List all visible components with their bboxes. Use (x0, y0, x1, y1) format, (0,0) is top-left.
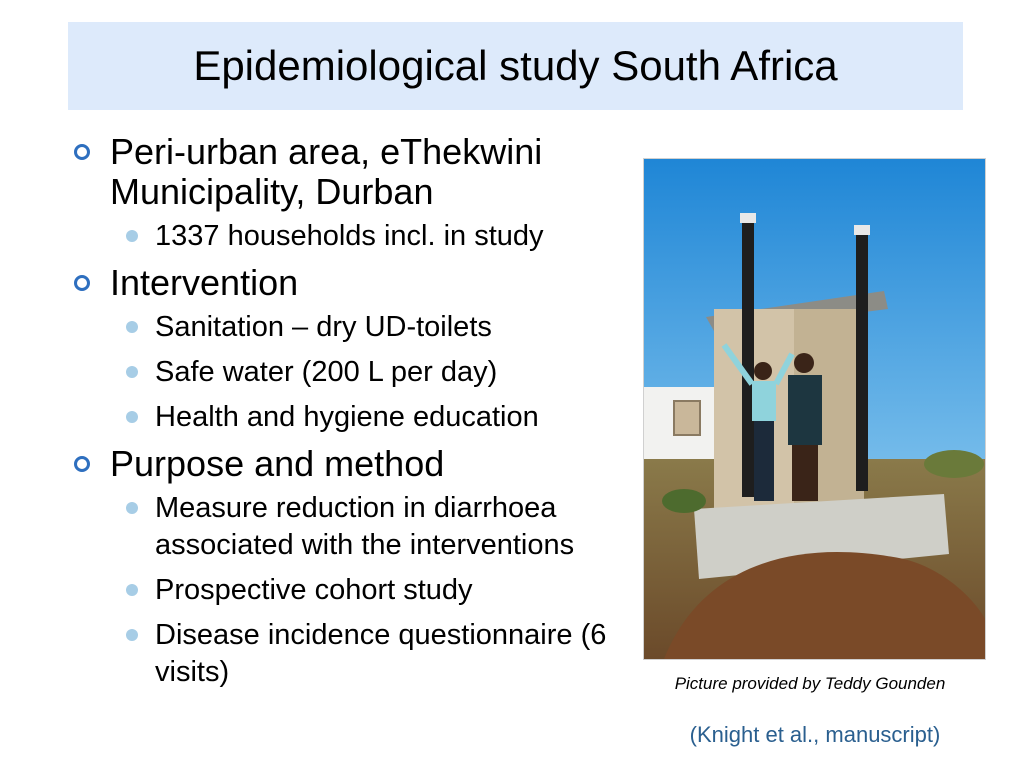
photo-caption: Picture provided by Teddy Gounden (674, 674, 946, 693)
title-banner (68, 22, 963, 110)
bullet-item-area (70, 132, 630, 212)
sub-bullet-text: Health and hygiene education (155, 401, 539, 433)
dot-bullet-icon (126, 584, 138, 596)
citation: (Knight et al., manuscript) (689, 722, 941, 747)
dot-bullet-icon (126, 629, 138, 641)
dot-bullet-icon (126, 321, 138, 333)
bullet-list (70, 132, 630, 699)
ring-bullet-icon (74, 144, 90, 160)
dot-bullet-icon (126, 366, 138, 378)
dot-bullet-icon (126, 411, 138, 423)
sub-bullet-households (70, 218, 630, 255)
sub-bullet-text: 1337 households incl. in study (155, 220, 544, 252)
sub-bullet-text: Measure reduction in diarrhoea associated with the interventions (155, 492, 575, 561)
bullet-text: Peri-urban area, eThekwini Municipality, Durban (110, 131, 543, 212)
bullet-item-purpose (70, 444, 630, 484)
ring-bullet-icon (74, 275, 90, 291)
dot-bullet-icon (126, 230, 138, 242)
slide-title: Epidemiological study South Africa (193, 42, 838, 89)
bullet-item-intervention (70, 263, 630, 303)
sub-bullet-questionnaire (70, 617, 630, 691)
bullet-text: Purpose and method (110, 443, 445, 484)
sub-bullet-water (70, 354, 630, 391)
bullet-text: Intervention (110, 262, 299, 303)
dot-bullet-icon (126, 502, 138, 514)
ring-bullet-icon (74, 456, 90, 472)
toilet-photo (643, 158, 986, 660)
sub-bullet-cohort (70, 572, 630, 609)
sub-bullet-text: Safe water (200 L per day) (155, 356, 498, 388)
sub-bullet-sanitation (70, 309, 630, 346)
sub-bullet-measure (70, 490, 630, 564)
sub-bullet-text: Sanitation – dry UD-toilets (155, 311, 492, 343)
sub-bullet-education (70, 399, 630, 436)
sub-bullet-text: Prospective cohort study (155, 574, 473, 606)
sub-bullet-text: Disease incidence questionnaire (6 visits) (155, 619, 607, 688)
